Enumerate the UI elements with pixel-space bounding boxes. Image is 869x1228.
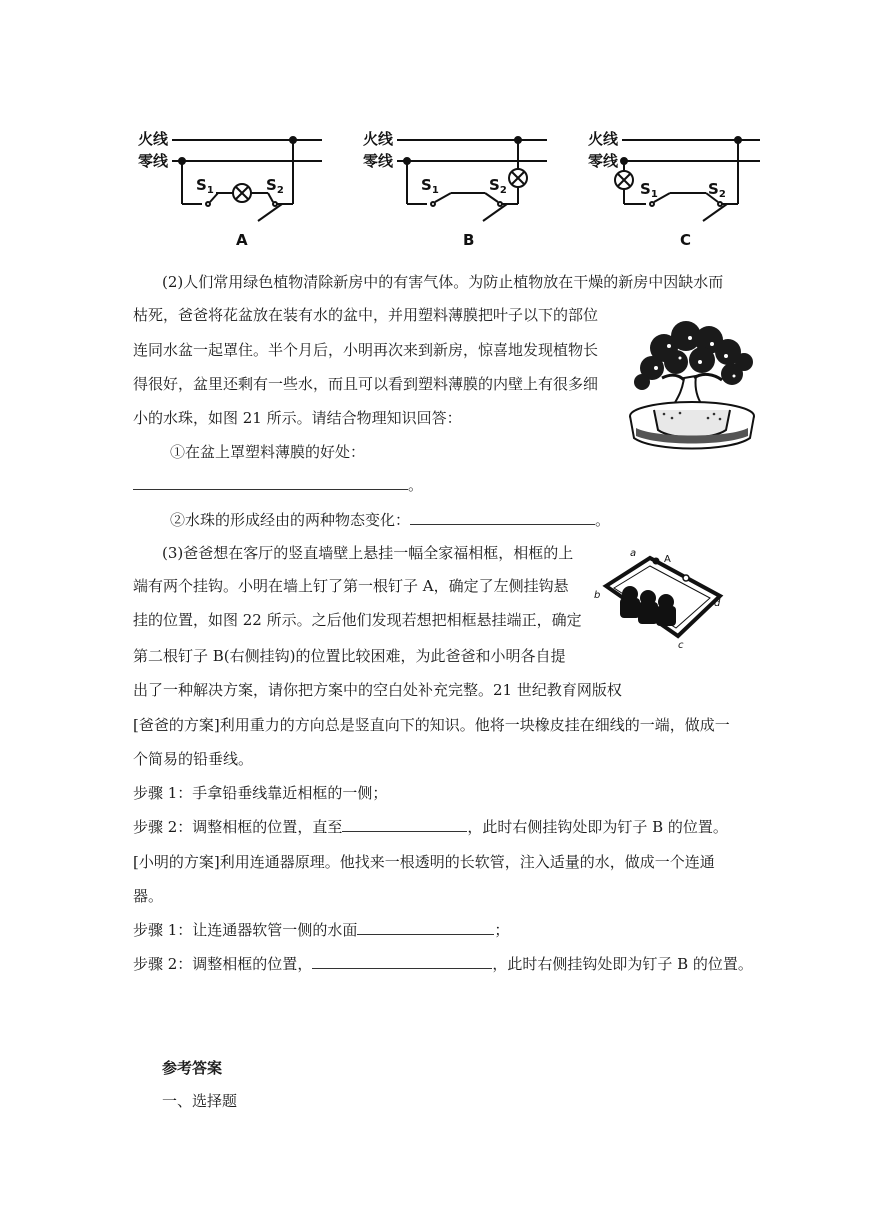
neutral-label: 零线 [588,152,619,170]
option-label-b: B [463,231,475,249]
q2-sub1-answer: 。 [133,474,423,496]
q3-intro-line-4: 第二根钉子 B(右侧挂钩)的位置比较困难，为此爸爸和小明各自提 [133,647,566,665]
q3-intro-line-3: 挂的位置，如图 22 所示。之后他们发现若想把相框悬挂端正，确定 [133,611,582,629]
live-label: 火线 [363,130,394,148]
frame-label-b: b [594,590,601,601]
dad-step-1: 步骤 1：手拿铅垂线靠近相框的一侧； [133,784,388,802]
neutral-label: 零线 [363,152,394,170]
q2-intro-line-1: (2)人们常用绿色植物清除新房中的有害气体。为防止植物放在干燥的新房中因缺水而 [162,273,724,291]
q3-intro-line-2: 端有两个挂钩。小明在墙上钉了第一根钉子 A，确定了左侧挂钩悬 [133,577,569,595]
q2-intro-line-4: 得很好，盆里还剩有一些水，而且可以看到塑料薄膜的内壁上有很多细 [133,375,599,393]
ming-plan-line-1: [小明的方案]利用连通器原理。他找来一根透明的长软管，注入适量的水，做成一个连通 [133,853,715,871]
s2-label: $S_2$ [489,176,507,196]
ming-plan-line-2: 器。 [133,887,164,905]
live-label: 火线 [138,130,169,148]
ming-step-2: 步骤 2：调整相框的位置， ，此时右侧挂钩处即为钉子 B 的位置。 [133,955,753,973]
q3-intro-line-5: 出了一种解决方案，请你把方案中的空白处补充完整。21 世纪教育网版权 [133,681,622,699]
answer-blank[interactable] [342,817,467,832]
q2-intro-line-2: 枯死，爸爸将花盆放在装有水的盆中，并用塑料薄膜把叶子以下的部位 [133,306,599,324]
live-label: 火线 [588,130,619,148]
q2-intro-line-3: 连同水盆一起罩住。半个月后，小明再次来到新房，惊喜地发现植物长 [133,341,599,359]
ming-step-1: 步骤 1：让连通器软管一侧的水面 ； [133,921,510,939]
q2-intro-line-5: 小的水珠，如图 21 所示。请结合物理知识回答： [133,409,462,427]
circuit-diagrams [130,118,762,256]
s2-label: $S_2$ [708,180,726,200]
s2-label: $S_2$ [266,176,284,196]
answer-blank[interactable] [133,475,408,490]
s1-label: $S_1$ [640,180,658,200]
answers-section-1: 一、选择题 [162,1092,238,1110]
frame-label-nail-a: A [664,554,671,565]
circuit-c [588,130,760,249]
dad-plan-line-2: 个简易的铅垂线。 [133,750,254,768]
frame-label-d: d [714,598,721,609]
neutral-label: 零线 [138,152,169,170]
answer-blank[interactable] [312,954,492,969]
q3-intro-line-1: (3)爸爸想在客厅的竖直墙壁上悬挂一幅全家福相框，相框的上 [162,544,574,562]
answers-heading: 参考答案 [162,1059,223,1077]
circuit-a [138,130,322,249]
dad-plan-line-1: [爸爸的方案]利用重力的方向总是竖直向下的知识。他将一块橡皮挂在细线的一端，做成一 [133,716,730,734]
option-label-a: A [236,231,248,249]
picture-frame-figure [590,546,730,650]
s1-label: $S_1$ [421,176,439,196]
q2-sub2: ②水珠的形成经由的两种物态变化： 。 [170,511,611,529]
q2-sub1: ①在盆上罩塑料薄膜的好处： [170,443,366,461]
answer-blank[interactable] [357,920,494,935]
answer-blank[interactable] [410,510,595,525]
dad-step-2: 步骤 2：调整相框的位置，直至 ，此时右侧挂钩处即为钉子 B 的位置。 [133,818,728,836]
circuit-b [363,130,547,249]
frame-label-c: c [678,640,684,650]
bonsai-plant-figure [624,318,760,454]
option-label-c: C [680,231,692,249]
s1-label: $S_1$ [196,176,214,196]
frame-label-a: a [630,548,637,559]
